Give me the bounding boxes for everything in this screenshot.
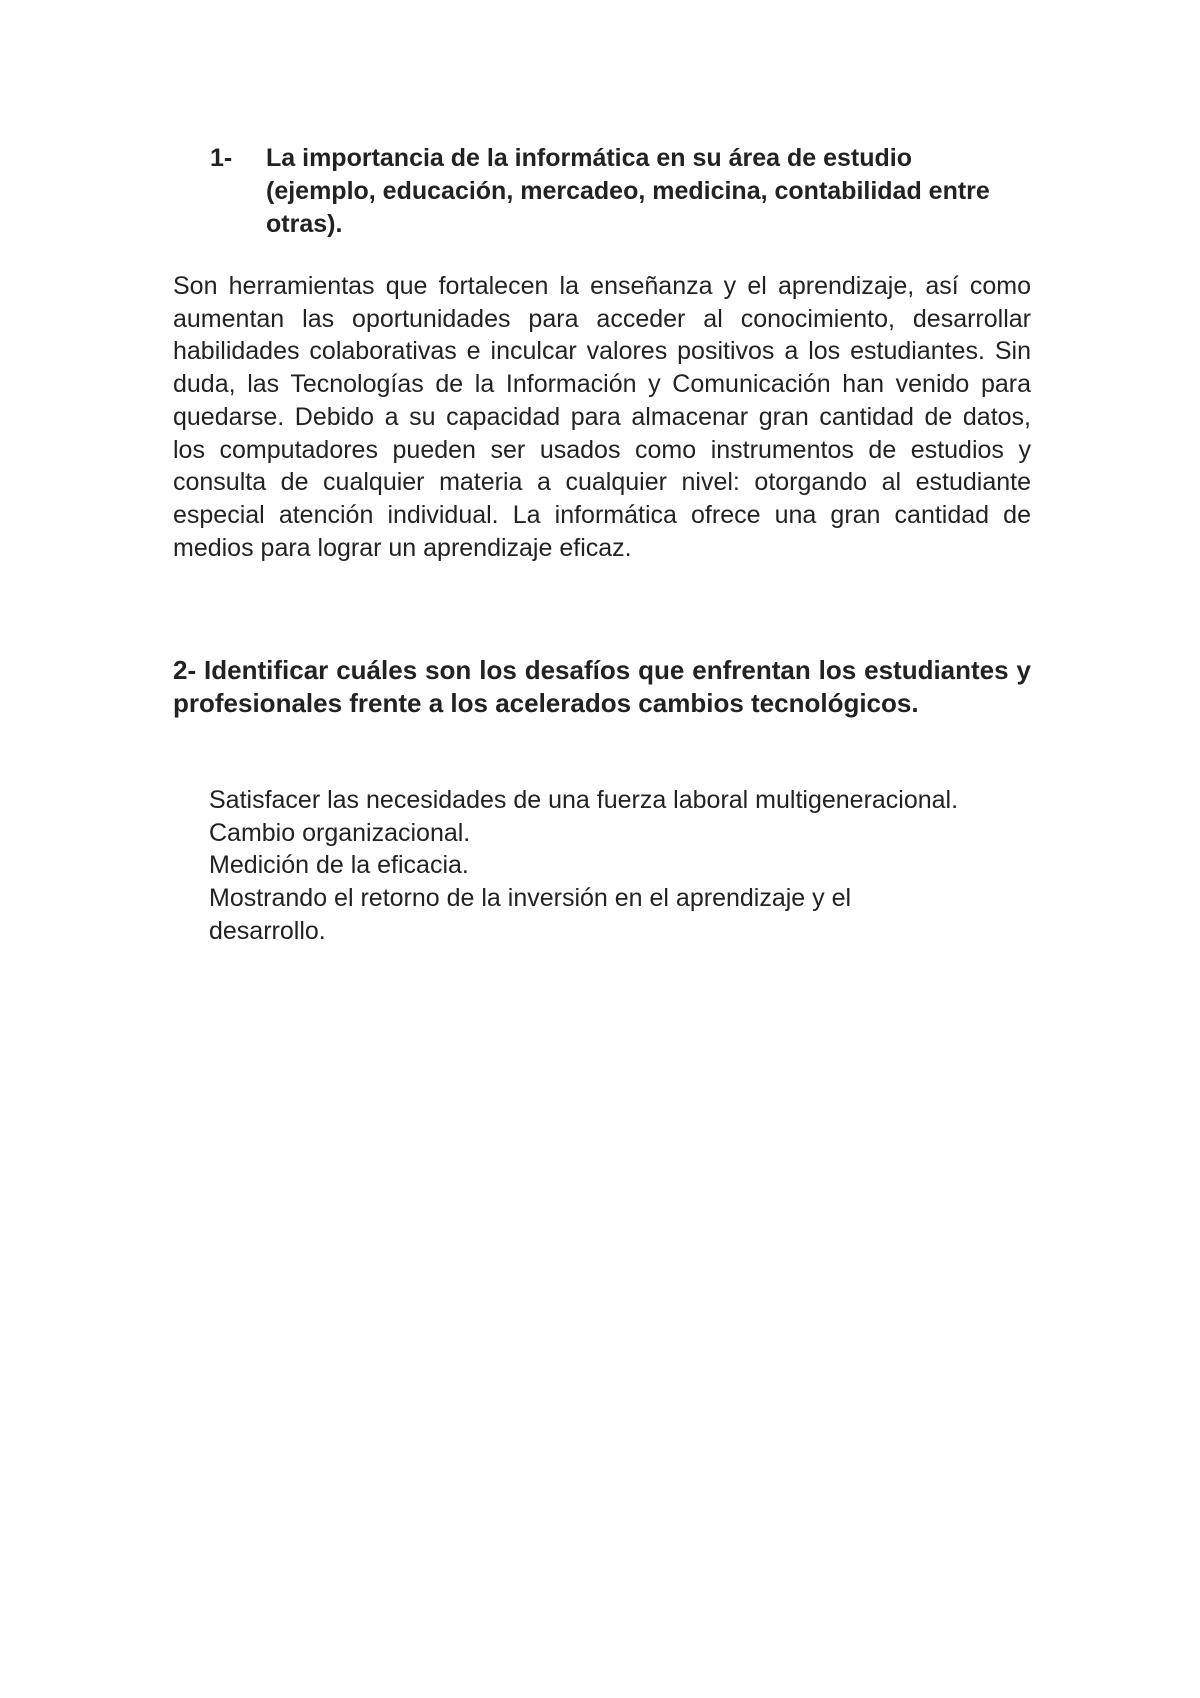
question-1-number: 1- [210, 144, 233, 172]
answer-1-paragraph: Son herramientas que fortalecen la enseñanza y el aprendizaje, así como aumentan las oportunidades para acceder al conocimiento, desarrollar habilidades colaborativas e inculcar valores positivos a los estudiantes. Sin duda, las Tecnologías de la Información y Comunicación han venido para quedarse. Debido a su capacidad para almacenar gran cantidad de datos, los computadores pueden ser usados como instrumentos de estudios y consulta de cualquier materia a cualquier nivel: otorgando al estudiante especial atención individual. La informática ofrece una gran cantidad de medios para lograr un aprendizaje eficaz. [173, 272, 1031, 562]
question-1-text: La importancia de la informática en su área de estudio (ejemplo, educación, mercadeo, medicina, contabilidad entre otras). [266, 144, 990, 238]
question-2-heading: 2- Identificar cuáles son los desafíos que enfrentan los estudiantes y profesionales frente a los acelerados cambios tecnológicos. [173, 655, 1031, 718]
answer-2-list [209, 784, 969, 948]
list-item: Medición de la eficacia. [209, 851, 469, 880]
list-item: Satisfacer las necesidades de una fuerza laboral multigeneracional. [209, 786, 959, 814]
question-1-heading [210, 142, 1010, 241]
list-item: Mostrando el retorno de la inversión en el aprendizaje y el desarrollo. [209, 884, 852, 945]
list-item: Cambio organizacional. [209, 818, 471, 847]
